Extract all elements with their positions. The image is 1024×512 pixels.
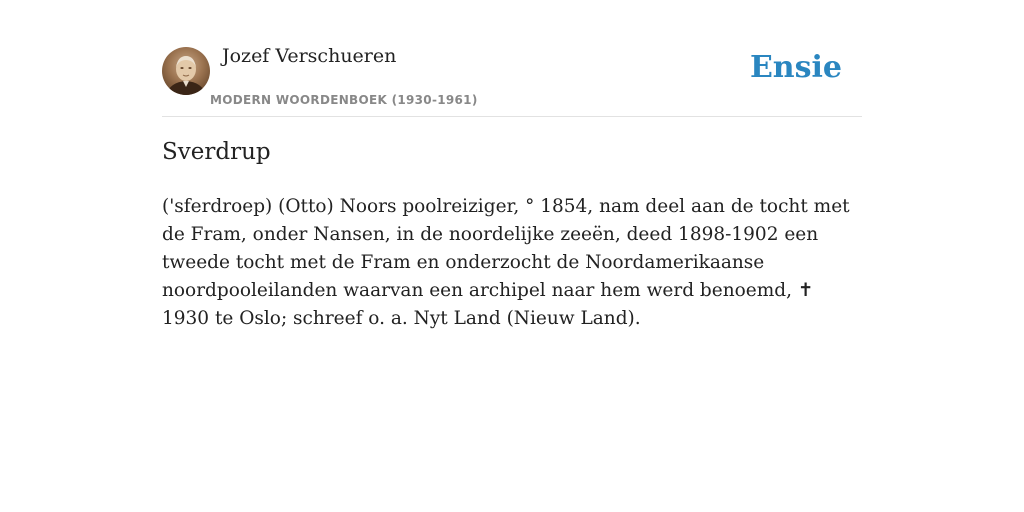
header (162, 44, 862, 117)
ensie-logo[interactable]: Ensie (749, 50, 842, 85)
entry-definition: ('sferdroep) (Otto) Noors poolreiziger, ° 1854, nam deel aan de tocht met de Fram, onder Nansen, in de noordelijke zeeën, deed 1898-1902 een tweede tocht met de Fram en onderzocht de Noordamerikaanse noordpooleilanden waarvan een archipel naar hem werd benoemd, ✝ 1930 te Oslo; schreef o. a. Nyt Land (Nieuw Land). (162, 196, 850, 329)
author-name[interactable]: Jozef Verschueren (222, 45, 397, 67)
author-avatar (162, 47, 210, 95)
source-title[interactable]: MODERN WOORDENBOEK (1930-1961) (210, 93, 478, 107)
entry-term: Sverdrup (162, 139, 271, 165)
